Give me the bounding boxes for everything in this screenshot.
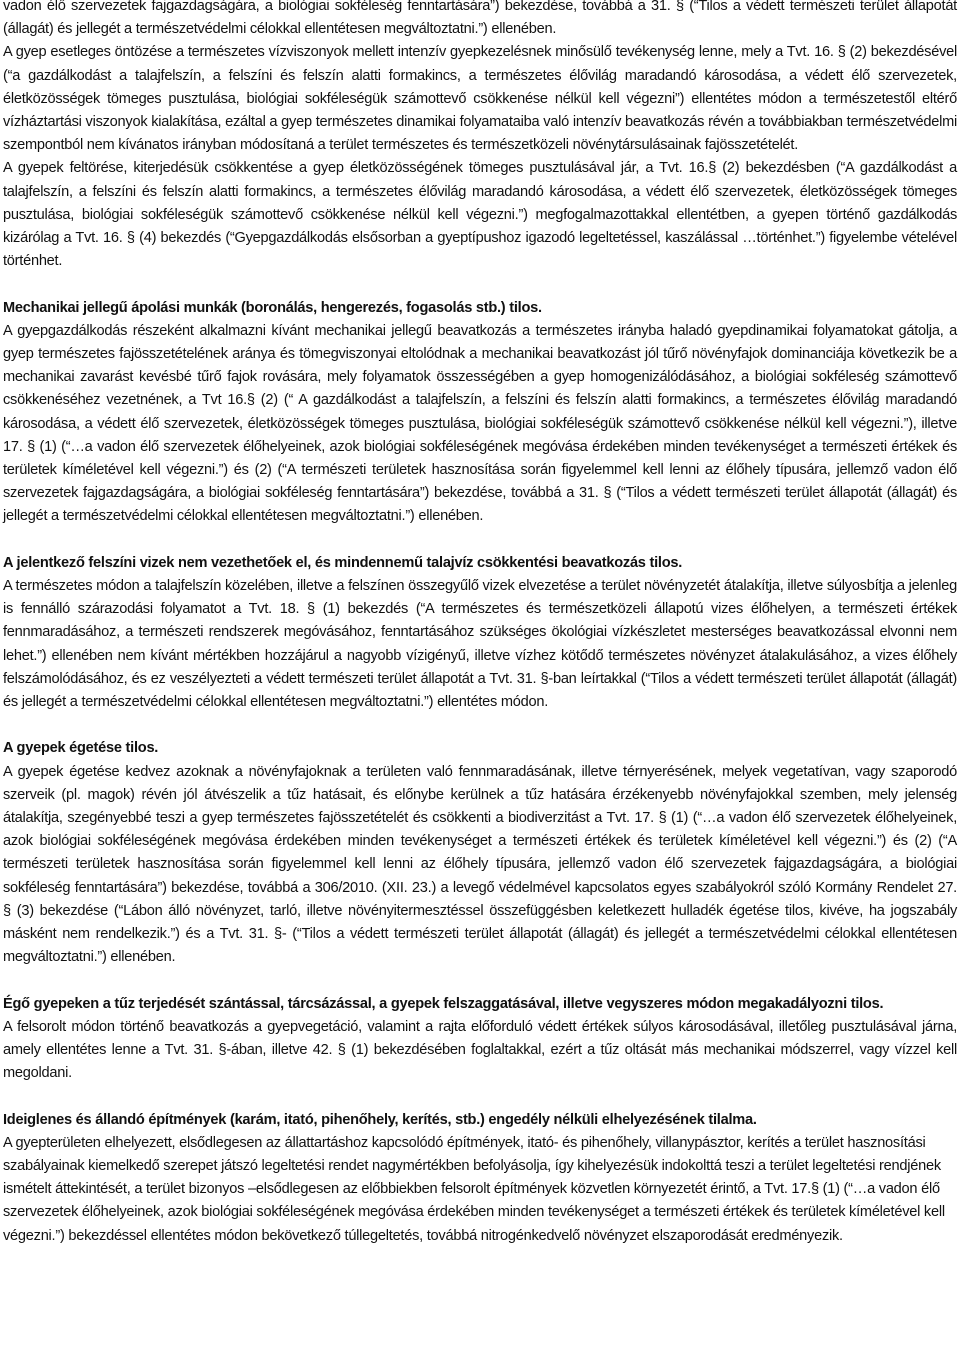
spacer xyxy=(3,1085,957,1108)
heading-fire-spread: Égő gyepeken a tűz terjedését szántással, tárcsázással, a gyepek felszaggatásával, illetve vegyszeres módon megakadályozni tilos. xyxy=(3,995,884,1012)
spacer xyxy=(3,529,957,552)
paragraph-mechanical-works: A gyepgazdálkodás részeként alkalmazni kívánt mechanikai jellegű beavatkozás a természetes irányba haladó gyepdinamikai folyamatokat gátolja, a gyep természetes fajösszetételének aránya és tömegviszonyai eltolódnak a mechanikai beavatkozást jól tűrő növényfajok dominanciája következik be a mechanikai zavarást kevésbé tűrő fajok rovására, mely folyamatok összességében a gyep homogenizálódásához, a biológiai sokféleség számottevő csökkenéséhez vezetnének, a Tvt 16.§ (2) (“ A gazdálkodást a talajfelszín, a felszíni és felszín alatti formakincs, a természetes élővilág maradandó károsodása, a védett élő szervezetek, életközösségek tömeges pusztulása, biológiai sokféleségük számottevő csökkenése nélkül kell végezni.”), illetve 17. § (1) (“…a vadon élő szervezetek élőhelyeinek, azok biológiai sokféleségének megóvása érdekében minden tevékenységet a természeti értékek és területek kíméletével kell végezni.”) és (2) (“A természeti területek hasznosítása során figyelemmel kell lenni az élőhely típusára, jellemző vadon élő szervezetek fajgazdagságára, a biológiai sokféleség fenntartására”) bekezdése, továbbá a 31. § (“Tilos a védett természeti terület állapotát (állagát) és jellegét a természetvédelmi célokkal ellentétesen megváltoztatni.”) ellenében. xyxy=(3,322,957,525)
paragraph-structures: A gyepterületen elhelyezett, elsődlegesen az állattartáshoz kapcsolódó építmények, itató- és pihenőhely, villanypásztor, kerítés a terület hasznosítási szabályainak kiemelkedő szerepet játszó legeltetési rendet nagymértékben befolyásolja, így kihelyezésük indokolttá teszi a terület legeltetési rendjének ismételt áttekintését, a terület bizonyos –elsődlegesen az előbbiekben felsorolt építmények közvetlen környezetét érintő, a Tvt. 17.§ (1) (“…a vadon élő szervezetek élőhelyeinek, azok biológiai sokféleségének megóvása érdekében minden tevékenységet a természeti értékek és területek kíméletével kell végezni.”) bekezdéssel ellentétes módon bekövetkező túllegeltetés, továbbá nitrogénkedvelő növényzet elszaporodását eredményezik. xyxy=(3,1134,945,1244)
spacer xyxy=(3,969,957,992)
paragraph-continued: vadon élő szervezetek fajgazdagságára, a biológiai sokféleség fenntartására”) bekezdése, továbbá a 31. § (“Tilos a védett természeti terület állapotát (állagát) és jellegét a természetvédelmi célokkal ellentétesen megváltoztatni.”) ellenében. xyxy=(3,0,957,38)
heading-mechanical-works: Mechanikai jellegű ápolási munkák (boronálás, hengerezés, fogasolás stb.) tilos. xyxy=(3,299,542,316)
spacer xyxy=(3,714,957,737)
paragraph-fire-spread: A felsorolt módon történő beavatkozás a gyepvegetáció, valamint a rajta előforduló védett értékek súlyos károsodásával, illetőleg pusztulásával járna, amely ellentétes lenne a Tvt. 31. §-ában, illetve 42. § (1) bekezdésében foglaltakkal, ezért a tűz oltását más mechanikai módszerrel, vagy vízzel kell megoldani. xyxy=(3,1018,957,1082)
document-body xyxy=(3,0,957,1248)
heading-grass-burning: A gyepek égetése tilos. xyxy=(3,740,159,757)
spacer xyxy=(3,273,957,296)
paragraph-irrigation: A gyep esetleges öntözése a természetes vízviszonyok mellett intenzív gyepkezelésnek minősülő tevékenység lenne, mely a Tvt. 16. § (2) bekezdésével (“a gazdálkodást a talajfelszín, a felszíni és felszín alatti formakincs, a természetes élővilág maradandó károsodása, a védett élő szervezetek, életközösségek tömeges pusztulása, biológiai sokféleségük számottevő csökkenése nélkül kell végezni”) ellentétes módon a természetestől eltérő vízháztartási viszonyok kialakítása, ezáltal a gyep természetes dinamikai folyamataiba való intenzív beavatkozás révén a továbbiakban természetvédelmi szempontból nem kívánatos irányban módosítaná a terület természetes és természetközeli növénytársulásainak fajösszetételét. xyxy=(3,44,957,154)
heading-structures: Ideiglenes és állandó építmények (karám, itató, pihenőhely, kerítés, stb.) engedély nélküli elhelyezésének tilalma. xyxy=(3,1111,757,1128)
paragraph-grass-burning: A gyepek égetése kedvez azoknak a növényfajoknak a területen való fennmaradásának, illetve térnyerésének, melyek vegetatívan, vagy szaporodó szerveik (pl. magok) révén jól átvészelik a tűz hatásait, és előnybe kerülnek a tűz hatására érzékenyebb növényfajokkal szemben, mely jelenség átalakítja, szegényebbé teszi a gyep természetes fajösszetételét és csökkenti a biodiverzitást a Tvt. 17. § (1) (“…a vadon élő szervezetek élőhelyeinek, azok biológiai sokféleségének megóvása érdekében minden tevékenységet a természeti értékek és területek kíméletével kell végezni.”) és (2) (“A természeti területek hasznosítása során figyelemmel kell lenni az élőhely típusára, jellemző vadon élő szervezetek fajgazdagságára, a biológiai sokféleség fenntartására”) bekezdése, továbbá a 306/2010. (XII. 23.) a levegő védelmével kapcsolatos egyes szabályokról szóló Kormány Rendelet 27. § (3) bekezdése (“Lábon álló növényzet, tarló, illetve növényitermesztéssel összefüggésben keletkezett hulladék égetése tilos, kivéve, ha jogszabály másként nem rendelkezik.”) és a Tvt. 31. §- (“Tilos a védett természeti terület állapotát (állagát) és jellegét a természetvédelmi célokkal ellentétesen megváltoztatni.”) ellenében. xyxy=(3,763,957,966)
paragraph-surface-water: A természetes módon a talajfelszín közelében, illetve a felszínen összegyűlő vizek elvezetése a terület növényzetét átalakítja, illetve súlyosbítja a jelenleg is fennálló szárazodási folyamatot a Tvt. 18. § (1) bekezdés (“A természetes és természetközeli állapotú vizes élőhelyen, a természeti értékek fennmaradásához, a természeti rendszerek megóvásához, fenntartásához szükséges ökológiai vízkészletet mesterséges beavatkozással elvonni nem lehet.”) ellenében nem kívánt mértékben hozzájárul a nagyobb vízigényű, illetve vízhez kötődő természetes növényzet átalakulásához, a vizes élőhely felszámolódásához, és ez veszélyezteti a védett természeti terület állapotát a Tvt. 31. §-ban leírtakkal (“Tilos a védett természeti terület állapotát (állagát) és jellegét a természetvédelmi célokkal ellentétesen megváltoztatni.”) ellentétes módon. xyxy=(3,578,957,711)
paragraph-ploughing: A gyepek feltörése, kiterjedésük csökkentése a gyep életközösségének tömeges pusztulásával jár, a Tvt. 16.§ (2) bekezdésben (“A gazdálkodást a talajfelszín, a felszíni és felszín alatti formakincs, a természetes élővilág maradandó károsodása, a védett élő szervezetek, életközösségek tömeges pusztulása, biológiai sokféleségük számottevő csökkenése nélkül kell végezni.”) megfogalmazottakkal ellentétben, a gyepen történő gazdálkodás kizárólag a Tvt. 16. § (4) bekezdés (“Gyepgazdálkodás elsősorban a gyeptípushoz igazodó legeltetéssel, kaszálással …történhet.”) figyelembe vételével történhet. xyxy=(3,160,957,270)
heading-surface-water: A jelentkező felszíni vizek nem vezethetőek el, és mindennemű talajvíz csökkentési beavatkozás tilos. xyxy=(3,554,683,571)
